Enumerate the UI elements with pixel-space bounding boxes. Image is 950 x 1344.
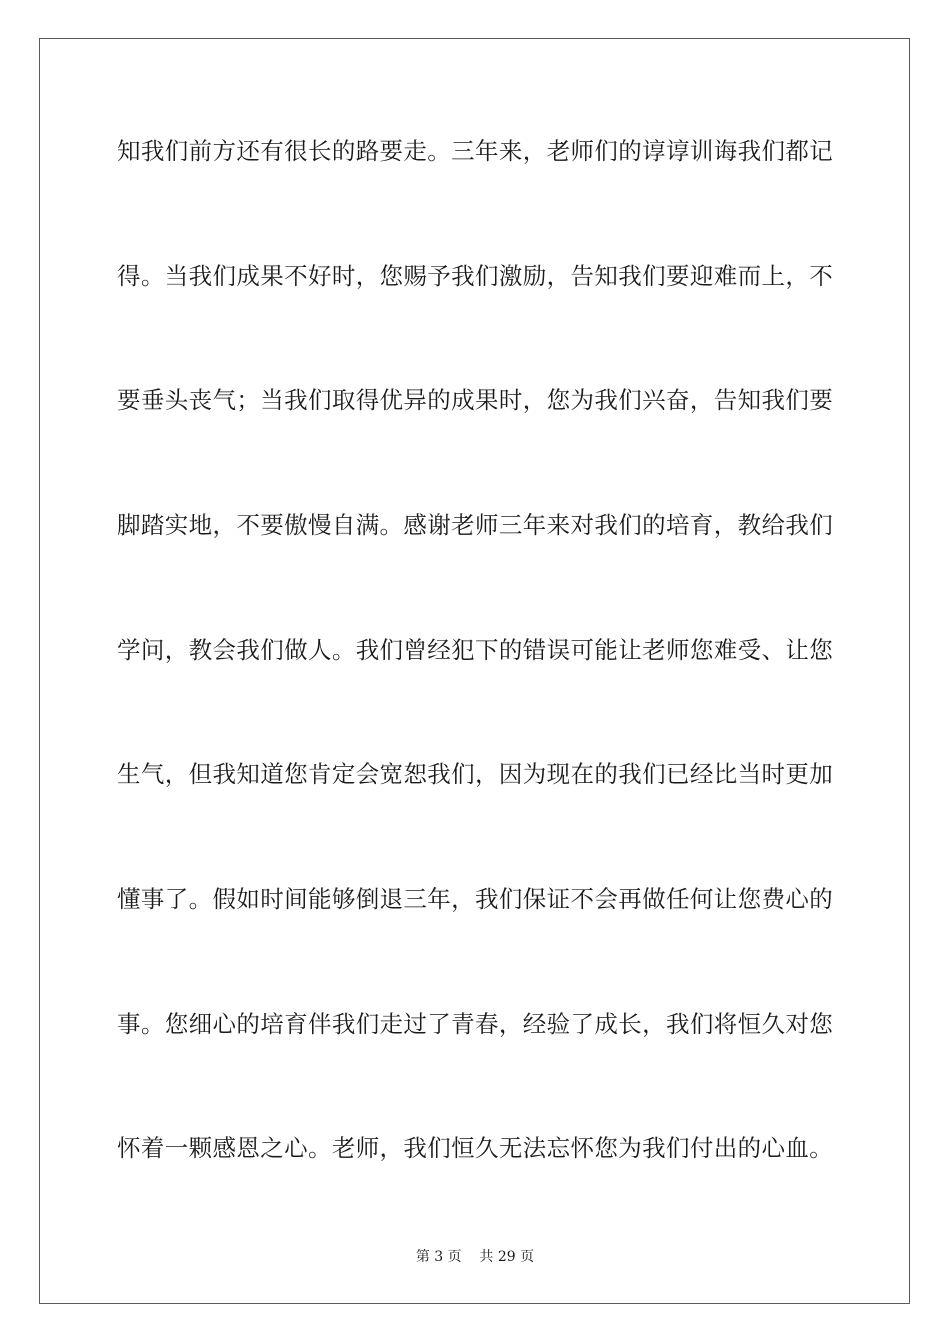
paragraph-line-5: 学问，教会我们做人。我们曾经犯下的错误可能让老师您难受、让您 — [117, 636, 833, 664]
page-border — [39, 38, 910, 1304]
page-number-footer: 第 3 页 共 29 页 — [415, 1249, 535, 1265]
paragraph-line-2: 得。当我们成果不好时，您赐予我们激励，告知我们要迎难而上，不 — [117, 262, 833, 290]
paragraph-line-1: 知我们前方还有很长的路要走。三年来，老师们的谆谆训诲我们都记 — [117, 137, 833, 165]
paragraph-line-8: 事。您细心的培育伴我们走过了青春，经验了成长，我们将恒久对您 — [117, 1010, 833, 1038]
paragraph-line-4: 脚踏实地，不要傲慢自满。感谢老师三年来对我们的培育，教给我们 — [117, 511, 833, 539]
paragraph-line-3: 要垂头丧气；当我们取得优异的成果时，您为我们兴奋，告知我们要 — [117, 386, 833, 414]
paragraph-line-6: 生气，但我知道您肯定会宽恕我们，因为现在的我们已经比当时更加 — [117, 760, 833, 788]
paragraph-line-9: 怀着一颗感恩之心。老师，我们恒久无法忘怀您为我们付出的心血。 — [117, 1134, 833, 1162]
paragraph-line-7: 懂事了。假如时间能够倒退三年，我们保证不会再做任何让您费心的 — [117, 885, 833, 913]
